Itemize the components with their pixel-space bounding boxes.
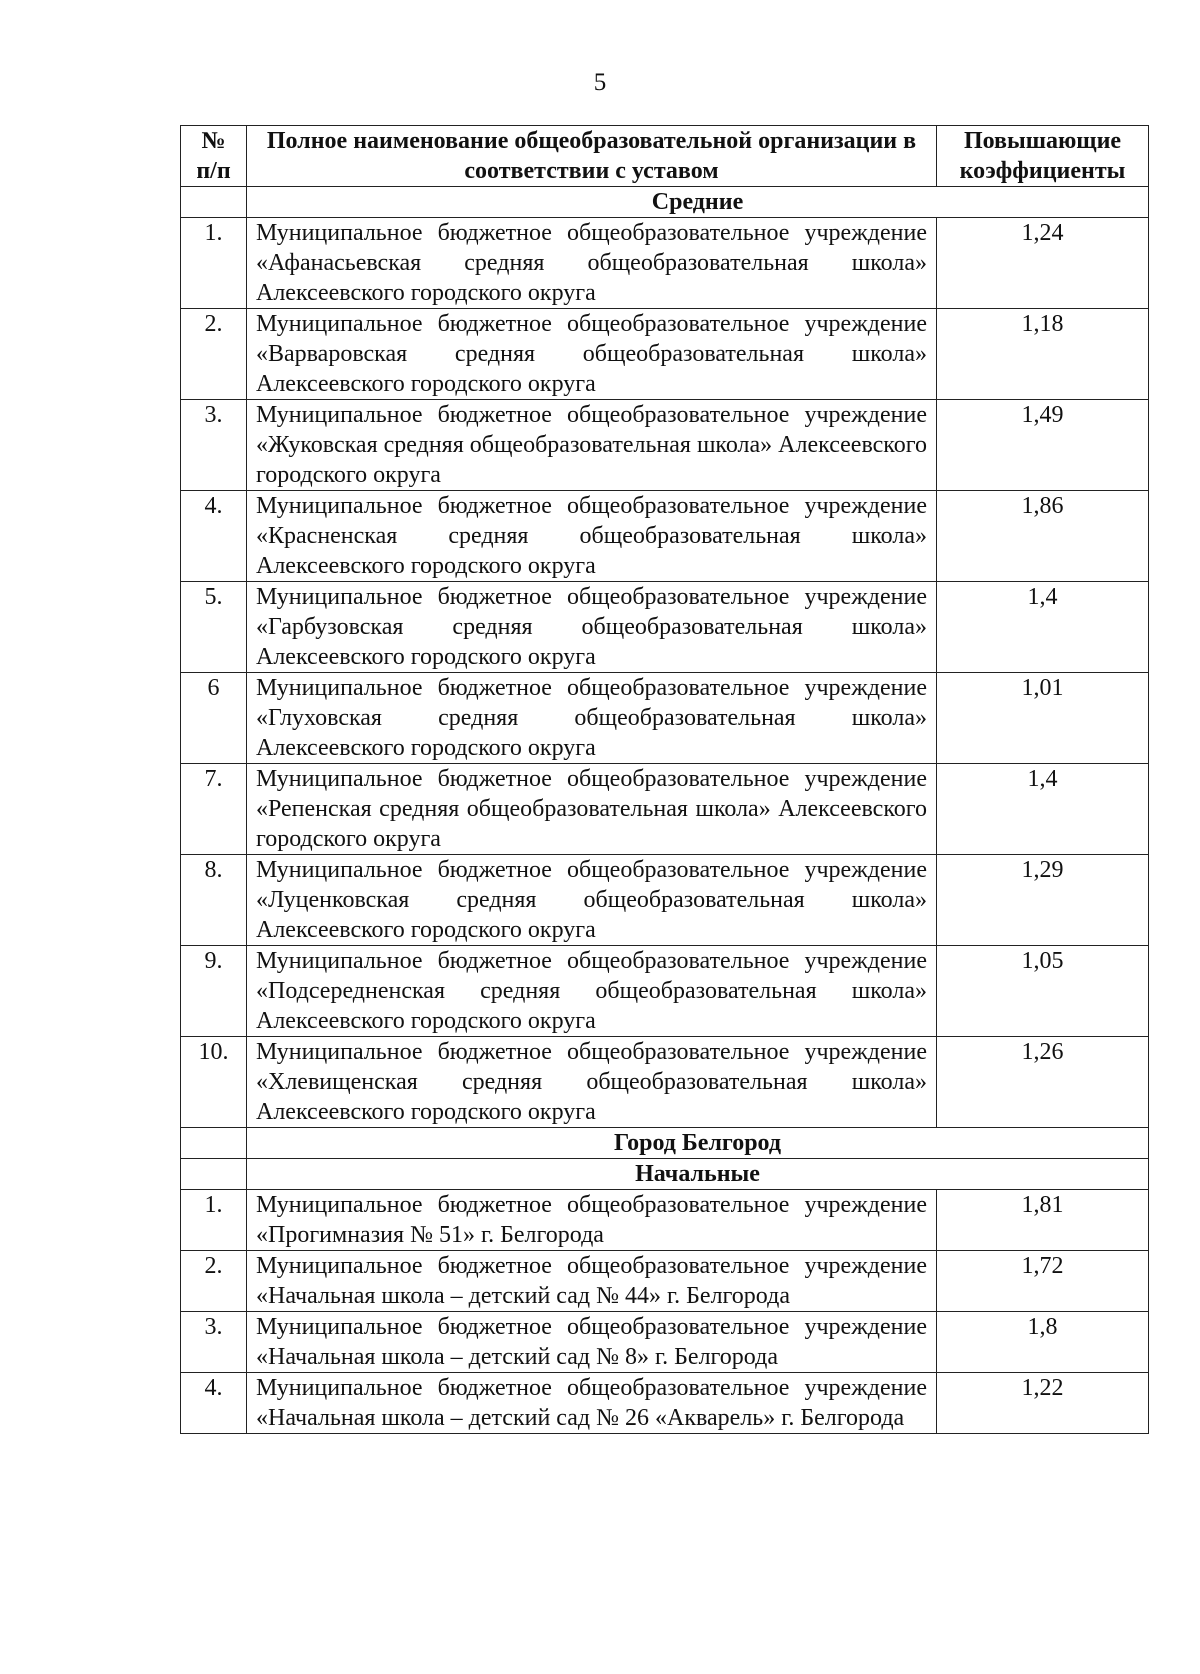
table-row [181,1251,1149,1312]
school-name: Муниципальное бюджетное общеобразовательное учреждение «Варваровская средняя общеобразовательная школа» Алексеевского городского округа [247,309,937,400]
row-number: 1. [181,1190,247,1251]
school-name: Муниципальное бюджетное общеобразовательное учреждение «Гарбузовская средняя общеобразовательная школа» Алексеевского городского округа [247,582,937,673]
row-number: 2. [181,309,247,400]
section-number-cell [181,187,247,218]
table-row [181,1037,1149,1128]
coefficient-value: 1,4 [937,764,1149,855]
section-row [181,1159,1149,1190]
school-name: Муниципальное бюджетное общеобразовательное учреждение «Хлевищенская средняя общеобразовательная школа» Алексеевского городского округа [247,1037,937,1128]
coefficient-value: 1,18 [937,309,1149,400]
coefficient-value: 1,8 [937,1312,1149,1373]
table-row [181,946,1149,1037]
row-number: 4. [181,1373,247,1434]
header-coefficient: Повышающие коэффициенты [937,126,1149,187]
table-body [181,187,1149,1434]
coefficient-value: 1,86 [937,491,1149,582]
school-name: Муниципальное бюджетное общеобразовательное учреждение «Начальная школа – детский сад № 8» г. Белгорода [247,1312,937,1373]
school-name: Муниципальное бюджетное общеобразовательное учреждение «Афанасьевская средняя общеобразовательная школа» Алексеевского городского округа [247,218,937,309]
table-row [181,309,1149,400]
school-name: Муниципальное бюджетное общеобразовательное учреждение «Луценковская средняя общеобразовательная школа» Алексеевского городского округа [247,855,937,946]
school-name: Муниципальное бюджетное общеобразовательное учреждение «Глуховская средняя общеобразовательная школа» Алексеевского городского округа [247,673,937,764]
table-row [181,400,1149,491]
row-number: 6 [181,673,247,764]
table-row [181,218,1149,309]
row-number: 3. [181,400,247,491]
table-row [181,673,1149,764]
section-title: Средние [247,187,1149,218]
school-name: Муниципальное бюджетное общеобразовательное учреждение «Жуковская средняя общеобразовательная школа» Алексеевского городского округа [247,400,937,491]
section-row [181,187,1149,218]
coefficient-value: 1,26 [937,1037,1149,1128]
school-name: Муниципальное бюджетное общеобразовательное учреждение «Репенская средняя общеобразовательная школа» Алексеевского городского округа [247,764,937,855]
section-title: Город Белгород [247,1128,1149,1159]
school-name: Муниципальное бюджетное общеобразовательное учреждение «Красненская средняя общеобразовательная школа» Алексеевского городского округа [247,491,937,582]
coefficient-value: 1,49 [937,400,1149,491]
section-title: Начальные [247,1159,1149,1190]
school-name: Муниципальное бюджетное общеобразовательное учреждение «Начальная школа – детский сад № 26 «Акварель» г. Белгорода [247,1373,937,1434]
row-number: 2. [181,1251,247,1312]
row-number: 10. [181,1037,247,1128]
row-number: 8. [181,855,247,946]
coefficient-value: 1,24 [937,218,1149,309]
coefficient-value: 1,4 [937,582,1149,673]
section-number-cell [181,1159,247,1190]
row-number: 4. [181,491,247,582]
coefficients-table [180,125,1149,1434]
section-number-cell [181,1128,247,1159]
coefficient-value: 1,81 [937,1190,1149,1251]
table-row [181,764,1149,855]
header-name: Полное наименование общеобразовательной организации в соответствии с уставом [247,126,937,187]
table-row [181,1190,1149,1251]
table-header-row [181,126,1149,187]
coefficient-value: 1,72 [937,1251,1149,1312]
coefficient-value: 1,01 [937,673,1149,764]
coefficient-value: 1,05 [937,946,1149,1037]
table-row [181,582,1149,673]
row-number: 5. [181,582,247,673]
row-number: 1. [181,218,247,309]
header-number: № п/п [181,126,247,187]
table-row [181,491,1149,582]
school-name: Муниципальное бюджетное общеобразовательное учреждение «Начальная школа – детский сад № 44» г. Белгорода [247,1251,937,1312]
school-name: Муниципальное бюджетное общеобразовательное учреждение «Подсередненская средняя общеобразовательная школа» Алексеевского городского округа [247,946,937,1037]
row-number: 9. [181,946,247,1037]
row-number: 7. [181,764,247,855]
table-row [181,855,1149,946]
coefficient-value: 1,22 [937,1373,1149,1434]
table-row [181,1373,1149,1434]
table-row [181,1312,1149,1373]
page-number: 5 [593,69,607,96]
section-row [181,1128,1149,1159]
row-number: 3. [181,1312,247,1373]
coefficient-value: 1,29 [937,855,1149,946]
school-name: Муниципальное бюджетное общеобразовательное учреждение «Прогимназия № 51» г. Белгорода [247,1190,937,1251]
